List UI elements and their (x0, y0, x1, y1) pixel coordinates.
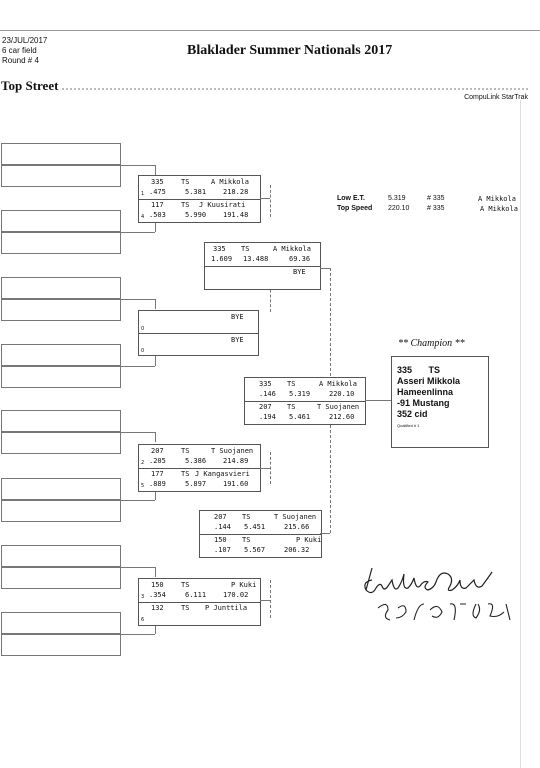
dotted-rule (62, 88, 528, 90)
driver-name: J Kuusirati (199, 201, 246, 209)
round1-bottom-entry (139, 468, 260, 492)
seed-number: 5 (141, 483, 145, 489)
driver-name: A Mikkola (319, 380, 357, 388)
reaction-time: .146 (259, 390, 276, 398)
driver-name: T Suojanen (317, 403, 360, 411)
champion-engine: 352 cid (397, 409, 428, 419)
car-number: 207 (259, 403, 272, 411)
empty-slot (1, 232, 121, 254)
speed: 212.60 (329, 413, 355, 421)
class-code: TS (181, 447, 190, 455)
driver-name: P Junttila (205, 604, 248, 612)
car-number: 207 (151, 447, 164, 455)
driver-name: A Mikkola (273, 245, 311, 253)
low-et-label: Low E.T. (337, 195, 365, 202)
car-number: 150 (151, 581, 164, 589)
driver-name: P Kuki (231, 581, 257, 589)
elapsed-time: 5.451 (244, 523, 266, 531)
header-rule (0, 30, 540, 31)
champion-qualified: Qualified # 1 (397, 423, 420, 428)
car-number: 177 (151, 470, 164, 478)
empty-slot (1, 366, 121, 388)
class-code: TS (181, 201, 190, 209)
class-code: TS (287, 403, 296, 411)
event-date: 23/JUL/2017 (2, 36, 48, 45)
class-code: TS (181, 604, 190, 612)
page-edge (520, 100, 521, 768)
seed-number: 0 (141, 348, 145, 354)
class-code: TS (242, 536, 251, 544)
car-number: 335 (213, 245, 226, 253)
driver-name: BYE (293, 268, 306, 276)
class-title: Top Street (1, 78, 59, 93)
empty-slot (1, 567, 121, 589)
round2-top-entry (200, 511, 321, 534)
empty-slot (1, 612, 121, 634)
elapsed-time: 5.381 (185, 188, 207, 196)
handwritten-signature (358, 560, 518, 630)
champion-class: TS (428, 365, 441, 375)
elapsed-time: 13.488 (243, 255, 269, 263)
empty-slot (1, 478, 121, 500)
class-code: TS (181, 470, 190, 478)
reaction-time: .107 (214, 546, 231, 554)
elapsed-time: 5.897 (185, 480, 207, 488)
low-et-car: # 335 (427, 195, 445, 202)
round1-match (138, 444, 261, 492)
low-et-driver: A Mikkola (478, 195, 516, 203)
reaction-time: .354 (149, 591, 166, 599)
speed: 191.48 (223, 211, 249, 219)
empty-slot (1, 344, 121, 366)
empty-slot (1, 165, 121, 187)
elapsed-time: 5.461 (289, 413, 311, 421)
seed-number: 6 (141, 617, 145, 623)
speed: 69.36 (289, 255, 311, 263)
car-number: 150 (214, 536, 227, 544)
round2-bottom-entry (200, 534, 321, 558)
class-code: TS (241, 245, 250, 253)
elapsed-time: 5.990 (185, 211, 207, 219)
round2-match (199, 510, 322, 558)
round2-bottom-entry (205, 266, 320, 290)
reaction-time: .144 (214, 523, 231, 531)
car-number: 207 (214, 513, 227, 521)
seed-number: 1 (141, 191, 145, 197)
empty-slot (1, 277, 121, 299)
event-title: Blaklader Summer Nationals 2017 (187, 43, 393, 58)
speed: 170.02 (223, 591, 249, 599)
empty-slot (1, 143, 121, 165)
round2-top-entry (205, 243, 320, 266)
car-number: 335 (259, 380, 272, 388)
driver-name: T Suojanen (274, 513, 317, 521)
reaction-time: .503 (149, 211, 166, 219)
top-speed-car: # 335 (427, 205, 445, 212)
elapsed-time: 5.386 (185, 457, 207, 465)
car-number: 117 (151, 201, 164, 209)
champion-vehicle: -91 Mustang (397, 398, 450, 408)
round1-bottom-entry (139, 333, 258, 356)
seed-number: 3 (141, 594, 145, 600)
low-et-value: 5.319 (388, 195, 406, 202)
round1-top-entry (139, 311, 258, 333)
field-size: 6 car field (2, 46, 37, 55)
driver-name: BYE (231, 336, 244, 344)
final-bottom-entry (245, 401, 365, 425)
car-number: 132 (151, 604, 164, 612)
class-code: TS (287, 380, 296, 388)
elapsed-time: 5.319 (289, 390, 311, 398)
round1-top-entry (139, 176, 260, 199)
elapsed-time: 6.111 (185, 591, 207, 599)
driver-name: T Suojanen (211, 447, 254, 455)
speed: 206.32 (284, 546, 310, 554)
champion-box (391, 356, 489, 448)
champion-name: Asseri Mikkola (397, 376, 461, 386)
driver-name: BYE (231, 313, 244, 321)
round1-bottom-entry (139, 199, 260, 223)
empty-slot (1, 634, 121, 656)
class-code: TS (242, 513, 251, 521)
champion-city: Hameenlinna (397, 387, 454, 397)
reaction-time: .889 (149, 480, 166, 488)
seed-number: 2 (141, 460, 145, 466)
round1-top-entry (139, 445, 260, 468)
final-connector (365, 400, 391, 401)
top-speed-driver: A Mikkola (480, 205, 518, 213)
empty-slot (1, 210, 121, 232)
empty-slot (1, 410, 121, 432)
car-number: 335 (151, 178, 164, 186)
top-speed-label: Top Speed (337, 205, 373, 212)
round2-match (204, 242, 321, 290)
reaction-time: 1.609 (211, 255, 233, 263)
speed: 218.28 (223, 188, 249, 196)
champion-car (397, 365, 440, 376)
empty-slot (1, 545, 121, 567)
round1-match (138, 175, 261, 223)
final-match (244, 377, 366, 425)
driver-name: P Kuki (296, 536, 322, 544)
elapsed-time: 5.567 (244, 546, 266, 554)
round1-match (138, 310, 259, 356)
reaction-time: .205 (149, 457, 166, 465)
empty-slot (1, 500, 121, 522)
class-code: TS (181, 178, 190, 186)
empty-slot (1, 432, 121, 454)
final-top-entry (245, 378, 365, 401)
seed-number: 4 (141, 214, 145, 220)
reaction-time: .475 (149, 188, 166, 196)
seed-number: 0 (141, 326, 145, 332)
round-number: Round # 4 (2, 56, 39, 65)
reaction-time: .194 (259, 413, 276, 421)
speed: 214.89 (223, 457, 249, 465)
driver-name: J Kangasvieri (195, 470, 250, 478)
champion-car-number: 335 (397, 365, 413, 375)
driver-name: A Mikkola (211, 178, 249, 186)
class-code: TS (181, 581, 190, 589)
empty-slot (1, 299, 121, 321)
software-label: CompuLink StarTrak (464, 94, 528, 101)
top-speed-value: 220.10 (388, 205, 410, 212)
speed: 215.66 (284, 523, 310, 531)
speed: 191.60 (223, 480, 249, 488)
champion-heading: ** Champion ** (398, 338, 465, 349)
speed: 220.10 (329, 390, 355, 398)
